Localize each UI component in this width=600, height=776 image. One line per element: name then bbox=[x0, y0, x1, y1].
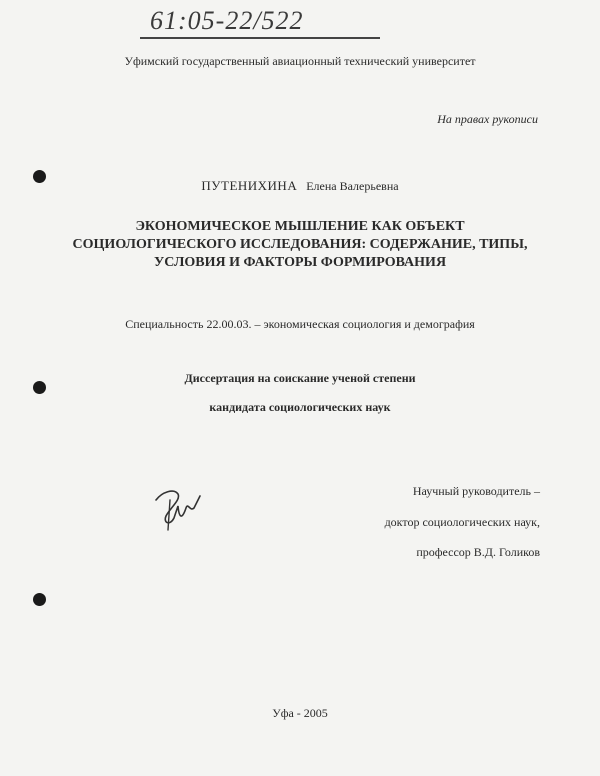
specialty-line: Специальность 22.00.03. – экономическая социология и демография bbox=[125, 317, 475, 331]
dissertation-type: Диссертация на соискание ученой степени bbox=[184, 371, 416, 385]
author-surname: ПУТЕНИХИНА bbox=[201, 178, 298, 193]
advisor-role: Научный руководитель – bbox=[412, 484, 540, 498]
archive-underline bbox=[140, 37, 380, 39]
archive-code: 61:05-22/522 bbox=[150, 6, 304, 35]
author-given-names: Елена Валерьевна bbox=[306, 179, 399, 193]
author-name bbox=[0, 178, 600, 194]
punch-hole-icon bbox=[33, 593, 46, 606]
city-year: Уфа - 2005 bbox=[272, 706, 328, 720]
advisor-name: профессор В.Д. Голиков bbox=[416, 545, 540, 559]
university-name: Уфимский государственный авиационный технический университет bbox=[124, 54, 476, 68]
signature-icon bbox=[148, 478, 208, 538]
title-line: УСЛОВИЯ И ФАКТОРЫ ФОРМИРОВАНИЯ bbox=[153, 255, 447, 270]
degree-line: кандидата социологических наук bbox=[209, 400, 391, 414]
manuscript-note: На правах рукописи bbox=[437, 112, 538, 126]
title-line: СОЦИОЛОГИЧЕСКОГО ИССЛЕДОВАНИЯ: СОДЕРЖАНИЕ, ТИПЫ, bbox=[72, 237, 528, 252]
advisor-degree: доктор социологических наук, bbox=[384, 515, 540, 529]
title-line: ЭКОНОМИЧЕСКОЕ МЫШЛЕНИЕ КАК ОБЪЕКТ bbox=[135, 219, 465, 234]
dissertation-title bbox=[50, 218, 550, 272]
